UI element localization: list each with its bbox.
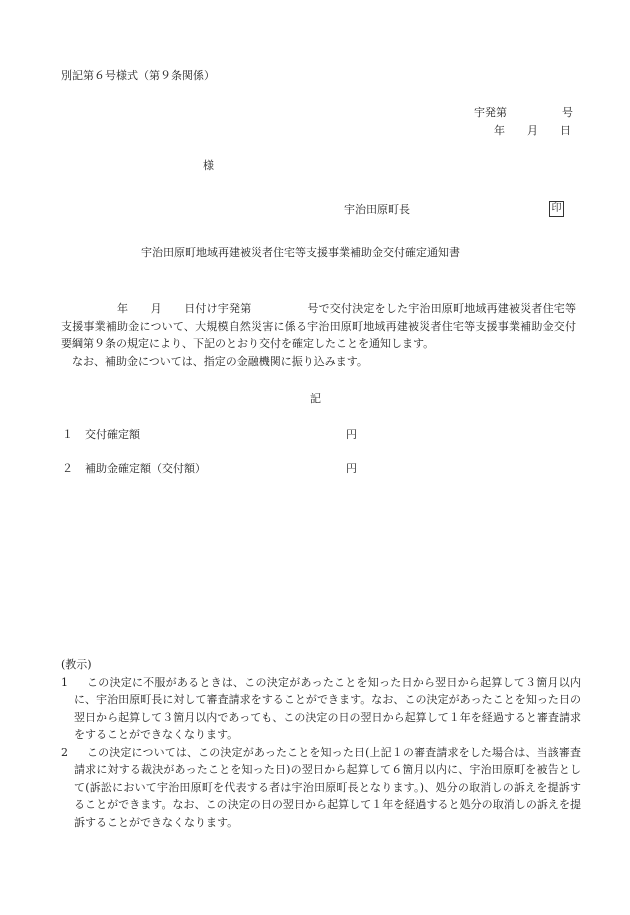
item-2-number: ２ bbox=[62, 462, 73, 475]
ki-heading: 記 bbox=[310, 392, 321, 405]
item-2-unit: 円 bbox=[346, 462, 357, 475]
body-paragraph bbox=[61, 300, 576, 370]
notice-item-text: この決定については、この決定があったことを知った日(上記１の審査請求をした場合は、当該審査請求に対する裁決があったことを知った日)の翌日から起算して６箇月以内に、宇治田原町を被告として(訴訟において宇治田原町を代表する者は宇治田原町長となります。)、処分の取消しの訴えを提訴することができます。なお、この決定の日の翌日から起算して１年を経過すると処分の取消しの訴えを提訴することができなくなります。 bbox=[74, 745, 581, 829]
addressee-honorific: 様 bbox=[203, 159, 214, 172]
body-text-main: 年 月 日付け宇発第 号で交付決定をした宇治田原町地域再建被災者住宅等支援事業補助金について、大規模自然災害に係る宇治田原町地域再建被災者住宅等支援事業補助金交付要綱第９条の規定により、下記のとおり交付を確定したことを通知します。 bbox=[61, 302, 576, 350]
notice-item-text: この決定に不服があるときは、この決定があったことを知った日から翌日から起算して３箇月以内に、宇治田原町長に対して審査請求をすることができます。なお、この決定があったことを知った日の翌日から起算して３箇月以内であっても、この決定の日の翌日から起算して１年を経過すると審査請求をすることができなくなります。 bbox=[74, 675, 581, 741]
item-1-number: １ bbox=[62, 428, 73, 441]
form-label: 別記第６号様式（第９条関係） bbox=[61, 69, 215, 82]
issuer-name: 宇治田原町長 bbox=[344, 203, 410, 216]
appeal-notice bbox=[61, 656, 581, 831]
document-date: 年 月 日 bbox=[494, 124, 571, 137]
document-number: 宇発第 号 bbox=[474, 106, 573, 119]
item-1-label: 交付確定額 bbox=[85, 428, 140, 441]
notice-item-number: 2 bbox=[61, 745, 68, 759]
notice-item bbox=[61, 744, 581, 832]
item-1-unit: 円 bbox=[346, 428, 357, 441]
seal-mark: 印 bbox=[549, 201, 564, 217]
body-text-note: なお、補助金については、指定の金融機関に振り込みます。 bbox=[61, 354, 368, 368]
notice-item-number: 1 bbox=[61, 675, 68, 689]
notice-heading: (教示) bbox=[61, 658, 92, 671]
notice-item bbox=[61, 674, 581, 744]
document-title: 宇治田原町地域再建被災者住宅等支援事業補助金交付確定通知書 bbox=[141, 246, 460, 259]
item-2-label: 補助金確定額（交付額） bbox=[85, 462, 206, 475]
